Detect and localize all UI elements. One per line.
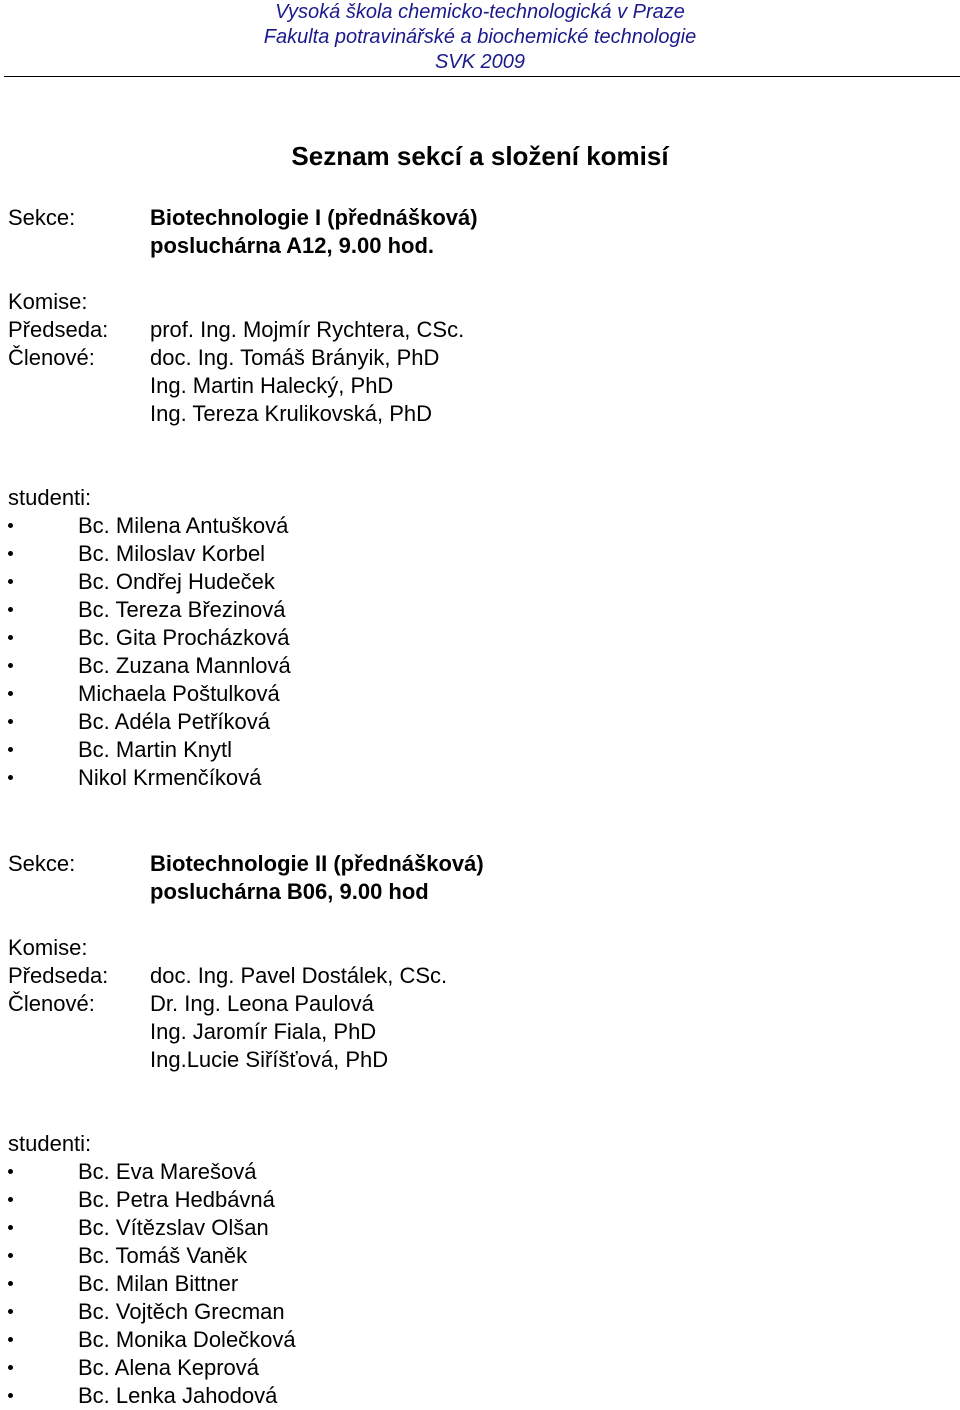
student-name: Bc. Gita Procházková xyxy=(78,625,290,650)
bullet-icon xyxy=(8,1253,13,1258)
bullet-icon xyxy=(8,1169,13,1174)
members-label: Členové: xyxy=(8,345,95,370)
section-label: Sekce: xyxy=(8,205,76,230)
section-name: Biotechnologie II (přednášková) xyxy=(150,851,484,876)
member-name: Ing.Lucie Siříšťová, PhD xyxy=(150,1047,389,1072)
section-room: posluchárna A12, 9.00 hod. xyxy=(150,233,435,258)
student-name: Michaela Poštulková xyxy=(78,681,280,706)
members-label: Členové: xyxy=(8,991,95,1016)
bullet-icon xyxy=(8,1309,13,1314)
chair-name: prof. Ing. Mojmír Rychtera, CSc. xyxy=(150,317,465,342)
bullet-icon xyxy=(8,663,13,668)
page-title: Seznam sekcí a složení komisí xyxy=(291,141,669,171)
student-name: Bc. Ondřej Hudeček xyxy=(78,569,275,594)
header-university: Vysoká škola chemicko-technologická v Praze xyxy=(275,1,685,23)
student-name: Bc. Monika Dolečková xyxy=(78,1327,296,1352)
member-name: doc. Ing. Tomáš Brányik, PhD xyxy=(150,345,440,370)
member-name: Ing. Tereza Krulikovská, PhD xyxy=(150,401,433,426)
member-name: Ing. Martin Halecký, PhD xyxy=(150,373,394,398)
students-label: studenti: xyxy=(8,1131,92,1156)
bullet-icon xyxy=(8,523,13,528)
student-name: Bc. Tomáš Vaněk xyxy=(78,1243,248,1268)
student-name: Bc. Vítězslav Olšan xyxy=(78,1215,269,1240)
bullet-icon xyxy=(8,607,13,612)
bullet-icon xyxy=(8,691,13,696)
header-event: SVK 2009 xyxy=(434,51,526,73)
bullet-icon xyxy=(8,1225,13,1230)
committee-label: Komise: xyxy=(8,289,88,314)
student-name: Bc. Miloslav Korbel xyxy=(78,541,266,566)
student-name: Bc. Tereza Březinová xyxy=(78,597,286,622)
bullet-icon xyxy=(8,719,13,724)
member-name: Dr. Ing. Leona Paulová xyxy=(150,991,374,1016)
student-name: Nikol Krmenčíková xyxy=(78,765,262,790)
document-header xyxy=(0,0,960,75)
bullet-icon xyxy=(8,635,13,640)
student-name: Bc. Alena Keprová xyxy=(78,1355,260,1380)
student-name: Bc. Vojtěch Grecman xyxy=(78,1299,285,1324)
bullet-icon xyxy=(8,747,13,752)
student-name: Bc. Milena Antušková xyxy=(78,513,289,538)
section-name: Biotechnologie I (přednášková) xyxy=(150,205,478,230)
header-divider xyxy=(4,76,960,77)
student-name: Bc. Martin Knytl xyxy=(78,737,233,762)
chair-name: doc. Ing. Pavel Dostálek, CSc. xyxy=(150,963,448,988)
student-name: Bc. Lenka Jahodová xyxy=(78,1383,278,1408)
header-faculty: Fakulta potravinářské a biochemické technologie xyxy=(263,26,697,48)
bullet-icon xyxy=(8,1337,13,1342)
bullet-icon xyxy=(8,1281,13,1286)
bullet-icon xyxy=(8,551,13,556)
chair-label: Předseda: xyxy=(8,963,109,988)
student-name: Bc. Milan Bittner xyxy=(78,1271,239,1296)
section-room: posluchárna B06, 9.00 hod xyxy=(150,879,429,904)
student-name: Bc. Zuzana Mannlová xyxy=(78,653,291,678)
section-label: Sekce: xyxy=(8,851,76,876)
student-name: Bc. Adéla Petříková xyxy=(78,709,270,734)
bullet-icon xyxy=(8,1365,13,1370)
students-label: studenti: xyxy=(8,485,92,510)
student-name: Bc. Petra Hedbávná xyxy=(78,1187,275,1212)
chair-label: Předseda: xyxy=(8,317,109,342)
bullet-icon xyxy=(8,579,13,584)
bullet-icon xyxy=(8,775,13,780)
bullet-icon xyxy=(8,1197,13,1202)
committee-label: Komise: xyxy=(8,935,88,960)
bullet-icon xyxy=(8,1393,13,1398)
member-name: Ing. Jaromír Fiala, PhD xyxy=(150,1019,377,1044)
student-name: Bc. Eva Marešová xyxy=(78,1159,257,1184)
